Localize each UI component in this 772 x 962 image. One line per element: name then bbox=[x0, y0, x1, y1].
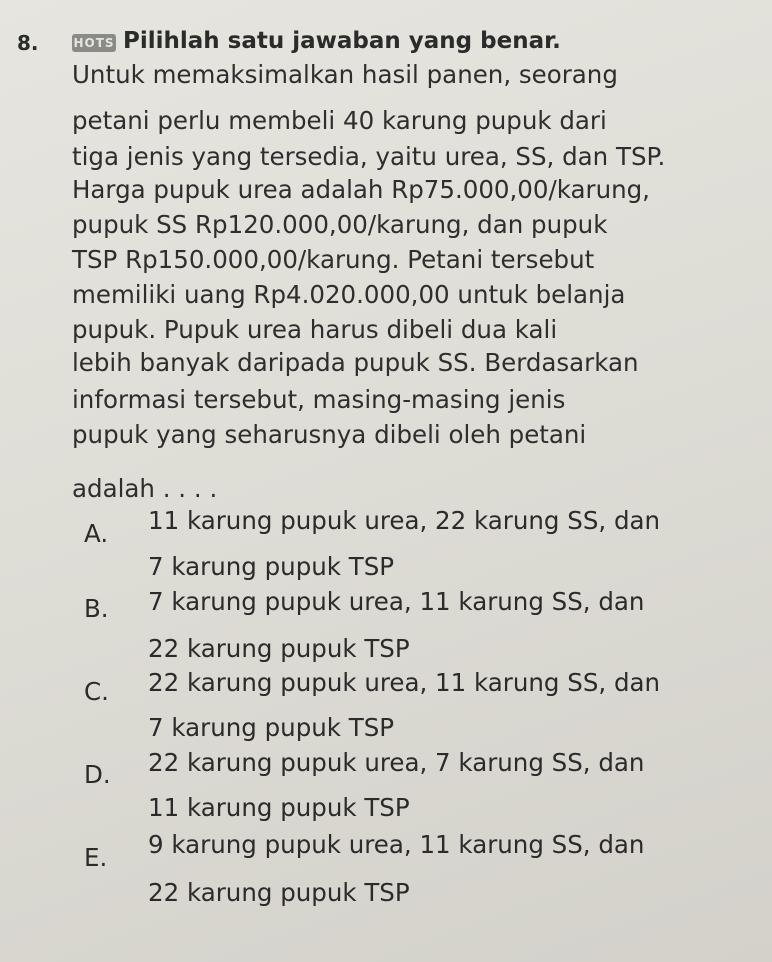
question-instruction: Pilihlah satu jawaban yang benar. bbox=[123, 28, 561, 54]
option-letter: B. bbox=[84, 594, 109, 623]
option-text: 22 karung pupuk TSP bbox=[148, 878, 410, 907]
stem-line: pupuk SS Rp120.000,00/karung, dan pupuk bbox=[72, 210, 608, 239]
option-text: 22 karung pupuk TSP bbox=[148, 634, 410, 663]
option-text: 7 karung pupuk urea, 11 karung SS, dan bbox=[148, 587, 645, 616]
option-letter: E. bbox=[84, 843, 108, 872]
stem-line: Harga pupuk urea adalah Rp75.000,00/karung, bbox=[72, 175, 650, 204]
question-number: 8. bbox=[17, 31, 39, 55]
option-text: 22 karung pupuk urea, 7 karung SS, dan bbox=[148, 748, 645, 777]
stem-line: pupuk yang seharusnya dibeli oleh petani bbox=[72, 420, 587, 449]
hots-badge: HOTS bbox=[73, 36, 115, 50]
option-text: 22 karung pupuk urea, 11 karung SS, dan bbox=[148, 668, 661, 697]
option-letter: A. bbox=[84, 519, 109, 548]
stem-line: tiga jenis yang tersedia, yaitu urea, SS, dan TSP. bbox=[72, 142, 666, 171]
option-letter: D. bbox=[84, 760, 111, 789]
stem-line: TSP Rp150.000,00/karung. Petani tersebut bbox=[72, 245, 595, 274]
stem-line: petani perlu membeli 40 karung pupuk dari bbox=[72, 106, 607, 135]
stem-line: memiliki uang Rp4.020.000,00 untuk belanja bbox=[72, 280, 626, 309]
option-text: 11 karung pupuk urea, 22 karung SS, dan bbox=[148, 506, 661, 535]
option-letter: C. bbox=[84, 677, 109, 706]
stem-line: informasi tersebut, masing-masing jenis bbox=[72, 385, 566, 414]
option-text: 7 karung pupuk TSP bbox=[148, 552, 395, 581]
option-text: 11 karung pupuk TSP bbox=[148, 793, 410, 822]
option-text: 7 karung pupuk TSP bbox=[148, 713, 395, 742]
stem-line: lebih banyak daripada pupuk SS. Berdasarkan bbox=[72, 348, 639, 377]
option-text: 9 karung pupuk urea, 11 karung SS, dan bbox=[148, 830, 645, 859]
stem-line: pupuk. Pupuk urea harus dibeli dua kali bbox=[72, 315, 558, 344]
stem-line: adalah . . . . bbox=[72, 474, 218, 503]
stem-line: Untuk memaksimalkan hasil panen, seorang bbox=[72, 60, 618, 89]
